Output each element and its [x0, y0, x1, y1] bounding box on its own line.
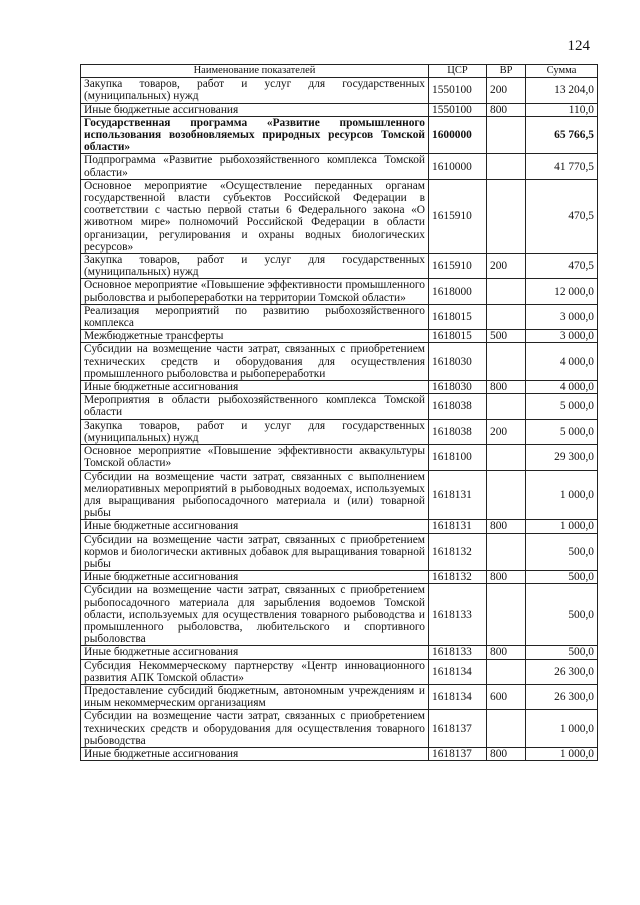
row-csr: 1618134 — [429, 659, 487, 684]
row-csr: 1618000 — [429, 279, 487, 304]
row-name: Субсидия Некоммерческому партнерству «Центр инновационного развития АПК Томской области» — [81, 659, 429, 684]
table-row — [81, 520, 598, 533]
row-sum: 26 300,0 — [526, 684, 598, 709]
row-vr: 800 — [487, 747, 526, 760]
table-row — [81, 646, 598, 659]
row-vr — [487, 179, 526, 253]
header-sum: Сумма — [526, 65, 598, 78]
table-row — [81, 747, 598, 760]
row-sum: 29 300,0 — [526, 445, 598, 470]
table-row — [81, 571, 598, 584]
row-sum: 1 000,0 — [526, 520, 598, 533]
table-row — [81, 394, 598, 419]
row-sum: 1 000,0 — [526, 470, 598, 520]
row-csr: 1550100 — [429, 103, 487, 116]
table-row — [81, 584, 598, 646]
table-row — [81, 279, 598, 304]
row-sum: 5 000,0 — [526, 419, 598, 444]
row-name: Предоставление субсидий бюджетным, автономным учреждениям и иным некоммерческим организациям — [81, 684, 429, 709]
row-csr: 1618132 — [429, 533, 487, 571]
row-vr — [487, 116, 526, 154]
row-vr: 500 — [487, 330, 526, 343]
table-row — [81, 343, 598, 381]
row-name: Субсидии на возмещение части затрат, связанных с приобретением технических средств и оборудования для осуществления промышленного рыболовства и рыбопереработки — [81, 343, 429, 381]
row-sum: 4 000,0 — [526, 381, 598, 394]
table-row — [81, 330, 598, 343]
row-csr: 1618132 — [429, 571, 487, 584]
row-vr — [487, 533, 526, 571]
row-name: Основное мероприятие «Повышение эффективности промышленного рыболовства и рыбопереработки на территории Томской области» — [81, 279, 429, 304]
table-body — [81, 78, 598, 761]
row-name: Основное мероприятие «Осуществление переданных органам государственной власти субъектов Российской Федерации в соответствии с частью первой статьи 6 Федерального закона «О животном мире» полномочий Российской Федерации в области организации, регулирования и охраны водных биологических ресурсов» — [81, 179, 429, 253]
row-name: Закупка товаров, работ и услуг для государственных (муниципальных) нужд — [81, 254, 429, 279]
row-csr: 1550100 — [429, 78, 487, 103]
row-vr — [487, 470, 526, 520]
budget-table — [80, 64, 598, 761]
table-row — [81, 381, 598, 394]
table-row — [81, 445, 598, 470]
row-sum: 500,0 — [526, 571, 598, 584]
row-vr — [487, 445, 526, 470]
row-vr: 600 — [487, 684, 526, 709]
table-row — [81, 659, 598, 684]
page-number: 124 — [567, 38, 590, 54]
row-vr — [487, 304, 526, 329]
row-sum: 1 000,0 — [526, 710, 598, 748]
row-csr: 1618015 — [429, 304, 487, 329]
row-name: Субсидии на возмещение части затрат, связанных с приобретением технических средств и оборудования для осуществления товарного рыбоводства — [81, 710, 429, 748]
row-name: Подпрограмма «Развитие рыбохозяйственного комплекса Томской области» — [81, 154, 429, 179]
row-csr: 1618131 — [429, 470, 487, 520]
row-vr: 200 — [487, 78, 526, 103]
row-name: Иные бюджетные ассигнования — [81, 381, 429, 394]
row-name: Иные бюджетные ассигнования — [81, 646, 429, 659]
row-name: Основное мероприятие «Повышение эффективности аквакультуры Томской области» — [81, 445, 429, 470]
table-row — [81, 78, 598, 103]
table-row — [81, 304, 598, 329]
row-sum: 3 000,0 — [526, 304, 598, 329]
row-vr: 800 — [487, 520, 526, 533]
row-csr: 1618015 — [429, 330, 487, 343]
row-vr — [487, 154, 526, 179]
row-name: Межбюджетные трансферты — [81, 330, 429, 343]
row-csr: 1618133 — [429, 584, 487, 646]
row-name: Закупка товаров, работ и услуг для государственных (муниципальных) нужд — [81, 78, 429, 103]
row-csr: 1618030 — [429, 343, 487, 381]
row-vr — [487, 659, 526, 684]
header-name: Наименование показателей — [81, 65, 429, 78]
header-csr: ЦСР — [429, 65, 487, 78]
row-csr: 1618038 — [429, 394, 487, 419]
row-name: Мероприятия в области рыбохозяйственного комплекса Томской области — [81, 394, 429, 419]
row-sum: 12 000,0 — [526, 279, 598, 304]
row-vr — [487, 710, 526, 748]
row-name: Субсидии на возмещение части затрат, связанных с приобретением кормов и биологически активных добавок для выращивания товарной рыбы — [81, 533, 429, 571]
row-csr: 1618134 — [429, 684, 487, 709]
row-vr: 800 — [487, 646, 526, 659]
row-sum: 470,5 — [526, 254, 598, 279]
row-sum: 4 000,0 — [526, 343, 598, 381]
table-row — [81, 684, 598, 709]
table-row — [81, 116, 598, 154]
row-vr — [487, 584, 526, 646]
row-sum: 500,0 — [526, 533, 598, 571]
row-sum: 26 300,0 — [526, 659, 598, 684]
table-row — [81, 470, 598, 520]
row-sum: 3 000,0 — [526, 330, 598, 343]
row-sum: 1 000,0 — [526, 747, 598, 760]
table-row — [81, 154, 598, 179]
row-sum: 5 000,0 — [526, 394, 598, 419]
row-name: Иные бюджетные ассигнования — [81, 103, 429, 116]
row-vr: 800 — [487, 381, 526, 394]
row-name: Субсидии на возмещение части затрат, связанных с приобретением рыбопосадочного материала для зарыбления водоемов Томской области, используемых для осуществления товарного рыбоводства и промышленного рыболовства, любительского и спортивного рыболовства — [81, 584, 429, 646]
row-vr — [487, 343, 526, 381]
row-csr: 1610000 — [429, 154, 487, 179]
row-name: Реализация мероприятий по развитию рыбохозяйственного комплекса — [81, 304, 429, 329]
row-sum: 500,0 — [526, 646, 598, 659]
row-vr: 200 — [487, 254, 526, 279]
row-csr: 1615910 — [429, 179, 487, 253]
table-row — [81, 179, 598, 253]
row-csr: 1600000 — [429, 116, 487, 154]
row-sum: 500,0 — [526, 584, 598, 646]
table-row — [81, 710, 598, 748]
row-csr: 1618100 — [429, 445, 487, 470]
table-row — [81, 533, 598, 571]
row-sum: 41 770,5 — [526, 154, 598, 179]
table-row — [81, 103, 598, 116]
row-vr — [487, 394, 526, 419]
row-name: Государственная программа «Развитие промышленного использования возобновляемых природных ресурсов Томской области» — [81, 116, 429, 154]
row-sum: 470,5 — [526, 179, 598, 253]
table-row — [81, 254, 598, 279]
table-row — [81, 419, 598, 444]
row-csr: 1615910 — [429, 254, 487, 279]
row-csr: 1618030 — [429, 381, 487, 394]
header-vr: ВР — [487, 65, 526, 78]
row-csr: 1618137 — [429, 710, 487, 748]
row-name: Закупка товаров, работ и услуг для государственных (муниципальных) нужд — [81, 419, 429, 444]
row-csr: 1618131 — [429, 520, 487, 533]
row-csr: 1618137 — [429, 747, 487, 760]
row-csr: 1618038 — [429, 419, 487, 444]
row-sum: 13 204,0 — [526, 78, 598, 103]
row-vr: 800 — [487, 571, 526, 584]
row-name: Иные бюджетные ассигнования — [81, 747, 429, 760]
row-sum: 110,0 — [526, 103, 598, 116]
row-name: Иные бюджетные ассигнования — [81, 571, 429, 584]
row-csr: 1618133 — [429, 646, 487, 659]
row-vr — [487, 279, 526, 304]
row-name: Иные бюджетные ассигнования — [81, 520, 429, 533]
row-name: Субсидии на возмещение части затрат, связанных с выполнением мелиоративных мероприятий в рыбоводных водоемах, используемых для выращивания рыбопосадочного материала и (или) товарной рыбы — [81, 470, 429, 520]
table-header-row — [81, 65, 598, 78]
row-vr: 800 — [487, 103, 526, 116]
row-vr: 200 — [487, 419, 526, 444]
row-sum: 65 766,5 — [526, 116, 598, 154]
